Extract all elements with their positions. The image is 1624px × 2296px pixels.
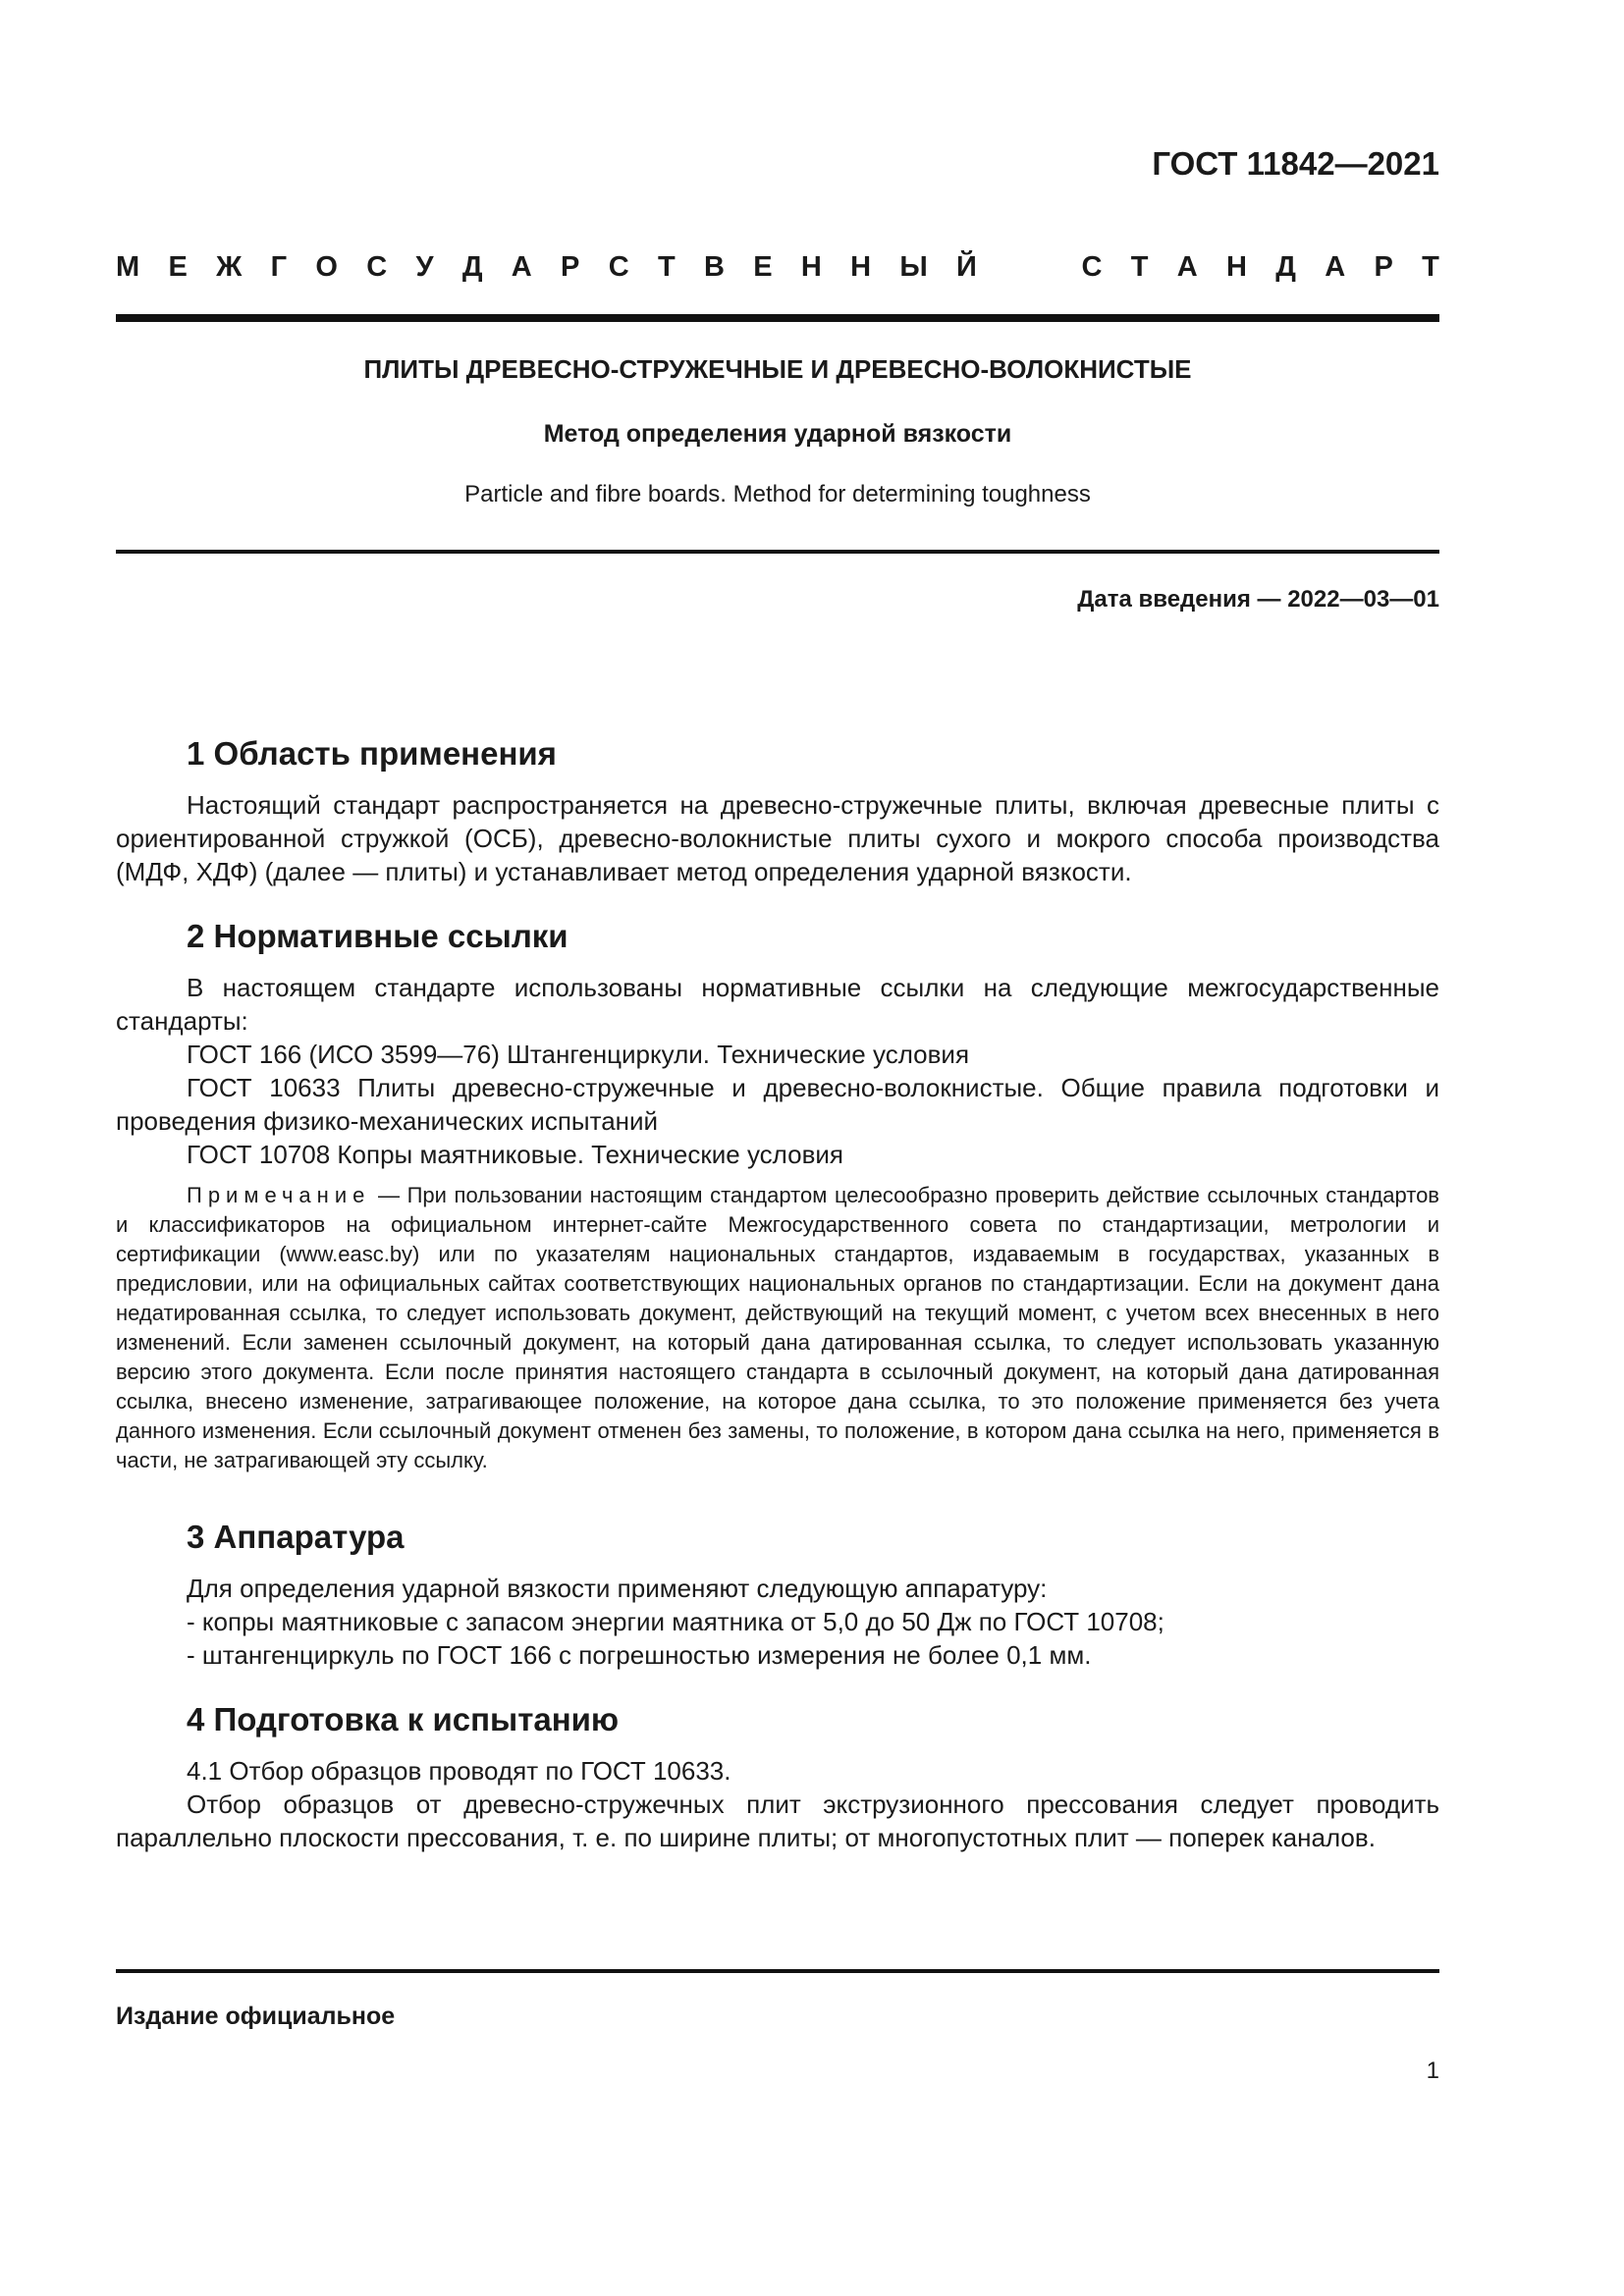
document-subtitle: Метод определения ударной вязкости (543, 420, 1012, 448)
section-2-paragraph: В настоящем стандарте использованы нормативные ссылки на следующие межгосударственные стандарты: (116, 973, 1439, 1036)
document-title-english: Particle and fibre boards. Method for determining toughness (464, 481, 1091, 507)
letter: С (608, 251, 629, 283)
gost-identifier: ГОСТ 11842—2021 (1152, 145, 1439, 182)
interstate-standard-heading (116, 251, 1439, 291)
note-label: Примечание (187, 1183, 371, 1207)
letter: Е (753, 251, 773, 283)
letter: Д (1275, 251, 1296, 283)
footer-rule (116, 1969, 1439, 1973)
letter: Т (657, 251, 676, 283)
letter: А (511, 251, 532, 283)
section-4-heading: 4 Подготовка к испытанию (187, 1701, 620, 1737)
title-rule (116, 550, 1439, 554)
equipment-item: - копры маятниковые с запасом энергии маятника от 5,0 до 50 Дж по ГОСТ 10708; (187, 1607, 1164, 1636)
page-number: 1 (1426, 2057, 1439, 2084)
section-4-paragraph: 4.1 Отбор образцов проводят по ГОСТ 10633. (187, 1756, 731, 1786)
letter: О (315, 251, 338, 283)
letter: Т (1130, 251, 1149, 283)
letter: Ы (899, 251, 928, 283)
note-paragraph (116, 1181, 1439, 1475)
letter: А (1176, 251, 1198, 283)
letter: Н (1226, 251, 1247, 283)
letter: В (703, 251, 725, 283)
letter: Й (956, 251, 977, 283)
letter: Т (1422, 251, 1439, 283)
letter: Р (1374, 251, 1393, 283)
document-body (116, 731, 1439, 1854)
note-text: — При пользовании настоящим стандартом целесообразно проверить действие ссылочных стандартов и классификаторов на официальном интернет-сайте Межгосударственного совета по стандартизации, метрологии и сертификации (www.easc.by) или по указателям национальных стандартов, издаваемым в государствах, указанных в предисловии, или на официальных сайтах соответствующих национальных органов по стандартизации. Если на документ дана недатированная ссылка, то следует использовать документ, действующий на текущий момент, с учетом всех внесенных в него изменений. Если заменен ссылочный документ, на который дана датированная ссылка, то следует использовать указанную версию этого документа. Если после принятия настоящего стандарта в ссылочный документ, на который дана датированная ссылка, внесено изменение, затрагивающее положение, на которое дана ссылка, то это положение применяется без учета данного изменения. Если ссылочный документ отменен без замены, то положение, в котором дана ссылка на него, применяется в части, не затрагивающей эту ссылку. (116, 1183, 1439, 1472)
letter: Г (270, 251, 288, 283)
reference-item: ГОСТ 10708 Копры маятниковые. Технические условия (187, 1140, 844, 1169)
section-3-paragraph: Для определения ударной вязкости применяют следующую аппаратуру: (187, 1574, 1048, 1603)
letter: С (1081, 251, 1103, 283)
document-title: ПЛИТЫ ДРЕВЕСНО-СТРУЖЕЧНЫЕ И ДРЕВЕСНО-ВОЛОКНИСТЫЕ (363, 354, 1192, 384)
letter: Н (850, 251, 872, 283)
equipment-item: - штангенциркуль по ГОСТ 166 с погрешностью измерения не более 0,1 мм. (187, 1640, 1092, 1670)
official-edition-label: Издание официальное (116, 2002, 396, 2030)
header-rule (116, 314, 1439, 322)
section-3-heading: 3 Аппаратура (187, 1519, 405, 1555)
letter: Ж (216, 251, 243, 283)
section-1-heading: 1 Область применения (187, 735, 557, 772)
word-gap (1005, 251, 1053, 291)
letter: У (415, 251, 434, 283)
section-4-paragraph: Отбор образцов от древесно-стружечных плит экструзионного прессования следует проводить параллельно плоскости прессования, т. е. по ширине плиты; от многопустотных плит — поперек каналов. (116, 1789, 1439, 1852)
letter: М (116, 251, 140, 283)
letter: Н (800, 251, 822, 283)
section-2-heading: 2 Нормативные ссылки (187, 918, 568, 954)
reference-item: ГОСТ 166 (ИСО 3599—76) Штангенциркули. Технические условия (187, 1040, 970, 1069)
document-page (116, 0, 1439, 2296)
letter: Р (561, 251, 580, 283)
letter: С (366, 251, 388, 283)
letter: Д (461, 251, 483, 283)
letter: Е (168, 251, 188, 283)
section-1-paragraph: Настоящий стандарт распространяется на древесно-стружечные плиты, включая древесные плиты с ориентированной стружкой (ОСБ), древесно-волокнистые плиты сухого и мокрого способа производства (МДФ, ХДФ) (далее — плиты) и устанавливает метод определения ударной вязкости. (116, 790, 1439, 886)
introduction-date: Дата введения — 2022—03—01 (1077, 586, 1439, 613)
letter: А (1325, 251, 1346, 283)
reference-item: ГОСТ 10633 Плиты древесно-стружечные и древесно-волокнистые. Общие правила подготовки и проведения физико-механических испытаний (116, 1073, 1439, 1136)
